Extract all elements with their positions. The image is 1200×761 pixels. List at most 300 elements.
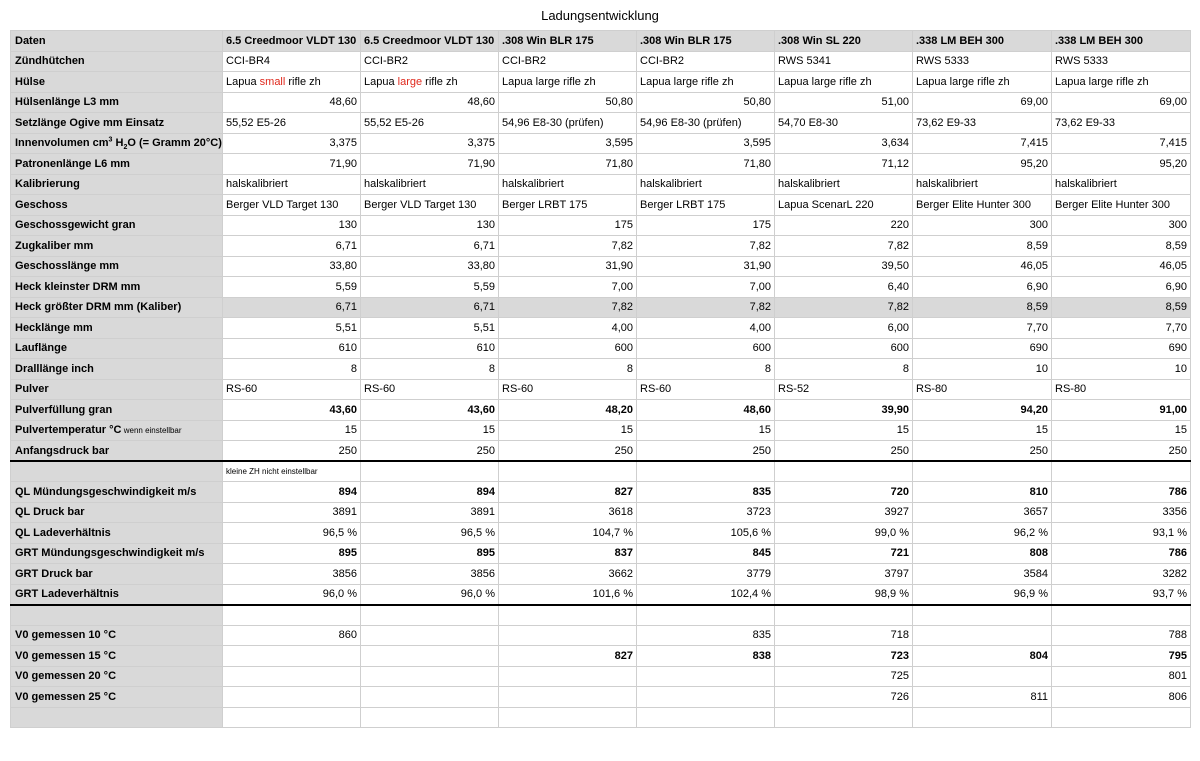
table-cell[interactable]: 48,60 (223, 92, 361, 113)
table-cell[interactable]: 3,375 (361, 133, 499, 154)
row-label[interactable]: GRT Mündungsgeschwindigkeit m/s (11, 543, 223, 564)
table-cell[interactable] (913, 666, 1052, 687)
header-row (11, 31, 1191, 52)
table-cell[interactable]: 69,00 (1052, 92, 1191, 113)
row-label[interactable]: V0 gemessen 10 °C (11, 625, 223, 646)
table-cell[interactable] (223, 646, 361, 667)
row-label[interactable] (11, 461, 223, 482)
row-label[interactable]: Pulvertemperatur °C wenn einstellbar (11, 420, 223, 441)
row-label[interactable]: V0 gemessen 15 °C (11, 646, 223, 667)
table-cell[interactable]: 31,90 (499, 256, 637, 277)
table-cell[interactable]: 5,51 (361, 318, 499, 339)
table-row (11, 72, 1191, 93)
table-cell[interactable]: 96,0 % (361, 584, 499, 605)
row-label[interactable]: QL Mündungsgeschwindigkeit m/s (11, 482, 223, 503)
header-label-cell[interactable]: Daten (11, 31, 223, 52)
table-cell[interactable]: Lapua large rifle zh (499, 72, 637, 93)
table-cell[interactable] (223, 687, 361, 708)
table-cell[interactable]: 102,4 % (637, 584, 775, 605)
table-cell[interactable]: 130 (361, 215, 499, 236)
table-cell[interactable]: 725 (775, 666, 913, 687)
table-cell[interactable]: 720 (775, 482, 913, 503)
table-cell[interactable]: Lapua ScenarL 220 (775, 195, 913, 216)
table-cell[interactable]: RWS 5333 (913, 51, 1052, 72)
row-label[interactable]: Hülsenlänge L3 mm (11, 92, 223, 113)
table-row (11, 297, 1191, 318)
table-cell[interactable]: halskalibriert (361, 174, 499, 195)
table-cell[interactable]: Lapua large rifle zh (637, 72, 775, 93)
table-cell[interactable] (361, 707, 499, 728)
table-cell[interactable]: 43,60 (361, 400, 499, 421)
row-label[interactable]: Patronenlänge L6 mm (11, 154, 223, 175)
table-cell[interactable]: 48,20 (499, 400, 637, 421)
table-cell[interactable]: 4,00 (637, 318, 775, 339)
table-cell[interactable]: 6,90 (913, 277, 1052, 298)
table-cell[interactable]: CCI-BR2 (499, 51, 637, 72)
table-row (11, 277, 1191, 298)
row-label[interactable]: Innenvolumen $cm^3$ $H_2O$ (= Gramm 20°C) (11, 133, 223, 154)
table-cell[interactable] (499, 461, 637, 482)
table-cell[interactable]: 46,05 (1052, 256, 1191, 277)
table-cell[interactable] (1052, 605, 1191, 626)
table-cell[interactable]: 7,82 (637, 236, 775, 257)
table-row (11, 461, 1191, 482)
table-cell[interactable]: 8,59 (1052, 297, 1191, 318)
table-cell[interactable]: 300 (913, 215, 1052, 236)
table-cell[interactable]: 55,52 E5-26 (223, 113, 361, 134)
table-row (11, 318, 1191, 339)
table-cell[interactable] (361, 666, 499, 687)
header-cell[interactable]: .308 Win BLR 175 (637, 31, 775, 52)
table-cell[interactable]: 5,59 (361, 277, 499, 298)
table-cell[interactable]: 7,82 (775, 236, 913, 257)
table-cell[interactable]: 895 (361, 543, 499, 564)
table-cell[interactable]: 15 (361, 420, 499, 441)
table-cell[interactable]: 95,20 (1052, 154, 1191, 175)
table-cell[interactable] (1052, 461, 1191, 482)
table-cell[interactable]: 860 (223, 625, 361, 646)
table-cell[interactable]: Lapua small rifle zh (223, 72, 361, 93)
header-cell[interactable]: .338 LM BEH 300 (1052, 31, 1191, 52)
table-cell[interactable]: 71,90 (223, 154, 361, 175)
table-cell[interactable]: 96,9 % (913, 584, 1052, 605)
table-cell[interactable] (637, 461, 775, 482)
table-row (11, 215, 1191, 236)
row-label[interactable]: Heck kleinster DRM mm (11, 277, 223, 298)
table-cell[interactable]: 3927 (775, 502, 913, 523)
table-cell[interactable]: 71,12 (775, 154, 913, 175)
table-cell[interactable]: kleine ZH nicht einstellbar (223, 461, 361, 482)
table-cell[interactable]: 93,1 % (1052, 523, 1191, 544)
table-cell[interactable]: 175 (637, 215, 775, 236)
table-cell[interactable]: halskalibriert (223, 174, 361, 195)
table-cell[interactable]: 99,0 % (775, 523, 913, 544)
table-cell[interactable]: 51,00 (775, 92, 913, 113)
table-cell[interactable]: 810 (913, 482, 1052, 503)
table-cell[interactable]: 50,80 (499, 92, 637, 113)
table-cell[interactable] (913, 625, 1052, 646)
table-cell[interactable]: 894 (223, 482, 361, 503)
table-cell[interactable]: 827 (499, 646, 637, 667)
table-cell[interactable] (913, 707, 1052, 728)
table-cell[interactable]: 806 (1052, 687, 1191, 708)
table-cell[interactable]: 71,90 (361, 154, 499, 175)
table-cell[interactable]: 96,0 % (223, 584, 361, 605)
table-cell[interactable]: RS-60 (361, 379, 499, 400)
table-cell[interactable]: Berger LRBT 175 (499, 195, 637, 216)
table-cell[interactable]: 54,96 E8-30 (prüfen) (637, 113, 775, 134)
table-cell[interactable]: 6,71 (361, 236, 499, 257)
table-cell[interactable]: 3891 (223, 502, 361, 523)
table-row (11, 420, 1191, 441)
table-cell[interactable]: 7,70 (913, 318, 1052, 339)
header-cell[interactable]: .308 Win SL 220 (775, 31, 913, 52)
table-cell[interactable]: 4,00 (499, 318, 637, 339)
table-cell[interactable]: 5,59 (223, 277, 361, 298)
table-cell[interactable] (223, 707, 361, 728)
table-cell[interactable]: 8,59 (913, 236, 1052, 257)
table-cell[interactable]: 795 (1052, 646, 1191, 667)
row-label[interactable]: Zündhütchen (11, 51, 223, 72)
table-cell[interactable]: 804 (913, 646, 1052, 667)
header-cell[interactable]: 6.5 Creedmoor VLDT 130 (361, 31, 499, 52)
table-cell[interactable]: 7,00 (499, 277, 637, 298)
table-cell[interactable]: 835 (637, 625, 775, 646)
table-cell[interactable]: RWS 5341 (775, 51, 913, 72)
table-cell[interactable]: RS-80 (913, 379, 1052, 400)
table-cell[interactable]: 33,80 (361, 256, 499, 277)
table-cell[interactable]: 786 (1052, 482, 1191, 503)
table-row (11, 502, 1191, 523)
table-cell[interactable] (499, 687, 637, 708)
table-cell[interactable]: halskalibriert (499, 174, 637, 195)
table-cell[interactable] (913, 461, 1052, 482)
table-cell[interactable]: 610 (361, 338, 499, 359)
table-cell[interactable]: 98,9 % (775, 584, 913, 605)
table-cell[interactable]: 786 (1052, 543, 1191, 564)
row-label[interactable]: GRT Druck bar (11, 564, 223, 585)
table-cell[interactable]: 7,415 (1052, 133, 1191, 154)
table-cell[interactable]: 15 (223, 420, 361, 441)
table-cell[interactable]: Berger VLD Target 130 (361, 195, 499, 216)
table-cell[interactable] (1052, 707, 1191, 728)
table-cell[interactable]: 3797 (775, 564, 913, 585)
table-cell[interactable] (223, 666, 361, 687)
table-cell[interactable]: 175 (499, 215, 637, 236)
row-label[interactable]: Geschosslänge mm (11, 256, 223, 277)
header-cell[interactable]: .338 LM BEH 300 (913, 31, 1052, 52)
table-cell[interactable] (637, 605, 775, 626)
table-cell[interactable]: 46,05 (913, 256, 1052, 277)
table-cell[interactable]: 3,595 (637, 133, 775, 154)
table-row (11, 338, 1191, 359)
table-cell[interactable]: CCI-BR2 (637, 51, 775, 72)
table-cell[interactable]: 7,70 (1052, 318, 1191, 339)
table-cell[interactable]: 96,5 % (223, 523, 361, 544)
table-cell[interactable]: 690 (1052, 338, 1191, 359)
row-label[interactable]: Kalibrierung (11, 174, 223, 195)
table-cell[interactable]: 8 (499, 359, 637, 380)
table-cell[interactable]: 3856 (361, 564, 499, 585)
table-cell[interactable]: 7,82 (499, 297, 637, 318)
table-cell[interactable]: 808 (913, 543, 1052, 564)
table-cell[interactable]: 101,6 % (499, 584, 637, 605)
table-cell[interactable] (775, 605, 913, 626)
row-label[interactable]: Lauflänge (11, 338, 223, 359)
table-cell[interactable]: 15 (775, 420, 913, 441)
header-cell[interactable]: 6.5 Creedmoor VLDT 130 (223, 31, 361, 52)
row-label[interactable] (11, 605, 223, 626)
table-cell[interactable]: 838 (637, 646, 775, 667)
table-cell[interactable] (637, 666, 775, 687)
table-cell[interactable]: 3,375 (223, 133, 361, 154)
table-cell[interactable]: 8 (775, 359, 913, 380)
table-cell[interactable]: 3584 (913, 564, 1052, 585)
table-cell[interactable] (223, 605, 361, 626)
table-cell[interactable]: 93,7 % (1052, 584, 1191, 605)
table-cell[interactable]: 39,90 (775, 400, 913, 421)
table-cell[interactable]: halskalibriert (637, 174, 775, 195)
row-label[interactable]: QL Druck bar (11, 502, 223, 523)
row-label[interactable]: GRT Ladeverhältnis (11, 584, 223, 605)
row-label[interactable]: Anfangsdruck bar (11, 441, 223, 462)
table-cell[interactable]: Lapua large rifle zh (913, 72, 1052, 93)
table-cell[interactable]: 33,80 (223, 256, 361, 277)
table-cell[interactable]: 7,82 (637, 297, 775, 318)
table-cell[interactable]: 31,90 (637, 256, 775, 277)
table-cell[interactable]: halskalibriert (775, 174, 913, 195)
table-cell[interactable]: 71,80 (637, 154, 775, 175)
table-cell[interactable]: 3618 (499, 502, 637, 523)
table-cell[interactable]: halskalibriert (913, 174, 1052, 195)
sheet-title: Ladungsentwicklung (541, 8, 659, 23)
table-cell[interactable] (775, 461, 913, 482)
table-cell[interactable]: 7,82 (499, 236, 637, 257)
table-cell[interactable]: 600 (499, 338, 637, 359)
table-cell[interactable]: 827 (499, 482, 637, 503)
table-cell[interactable]: 690 (913, 338, 1052, 359)
table-cell[interactable]: RS-80 (1052, 379, 1191, 400)
table-cell[interactable]: 96,5 % (361, 523, 499, 544)
table-cell[interactable] (361, 605, 499, 626)
table-row (11, 379, 1191, 400)
highlight-word: small (259, 75, 286, 88)
table-row (11, 195, 1191, 216)
table-row (11, 707, 1191, 728)
table-cell[interactable] (361, 687, 499, 708)
row-label[interactable] (11, 707, 223, 728)
table-cell[interactable]: 7,00 (637, 277, 775, 298)
table-row (11, 359, 1191, 380)
table-cell[interactable]: 54,96 E8-30 (prüfen) (499, 113, 637, 134)
table-cell[interactable]: Berger Elite Hunter 300 (913, 195, 1052, 216)
table-cell[interactable]: 3657 (913, 502, 1052, 523)
table-cell[interactable]: 3723 (637, 502, 775, 523)
table-row (11, 400, 1191, 421)
table-cell[interactable]: 788 (1052, 625, 1191, 646)
table-cell[interactable]: 54,70 E8-30 (775, 113, 913, 134)
table-cell[interactable]: 894 (361, 482, 499, 503)
table-cell[interactable]: 726 (775, 687, 913, 708)
table-cell[interactable]: 6,00 (775, 318, 913, 339)
table-cell[interactable]: 6,40 (775, 277, 913, 298)
table-cell[interactable]: Berger LRBT 175 (637, 195, 775, 216)
table-cell[interactable]: Berger VLD Target 130 (223, 195, 361, 216)
table-cell[interactable]: RWS 5333 (1052, 51, 1191, 72)
table-row (11, 133, 1191, 154)
table-cell[interactable]: 6,71 (223, 236, 361, 257)
table-cell[interactable]: 15 (637, 420, 775, 441)
table-cell[interactable]: 55,52 E5-26 (361, 113, 499, 134)
row-label[interactable]: V0 gemessen 25 °C (11, 687, 223, 708)
table-cell[interactable]: 39,50 (775, 256, 913, 277)
table-row (11, 523, 1191, 544)
table-cell[interactable]: 10 (1052, 359, 1191, 380)
row-label[interactable]: Geschoss (11, 195, 223, 216)
row-label[interactable]: Setzlänge Ogive mm Einsatz (11, 113, 223, 134)
table-cell[interactable]: 895 (223, 543, 361, 564)
table-cell[interactable]: 104,7 % (499, 523, 637, 544)
table-cell[interactable]: 250 (913, 441, 1052, 462)
row-label[interactable]: Pulver (11, 379, 223, 400)
table-cell[interactable]: 10 (913, 359, 1052, 380)
table-cell[interactable]: 8 (637, 359, 775, 380)
table-cell[interactable]: 610 (223, 338, 361, 359)
table-cell[interactable]: 105,6 % (637, 523, 775, 544)
table-row (11, 687, 1191, 708)
table-cell[interactable] (637, 687, 775, 708)
header-cell[interactable]: .308 Win BLR 175 (499, 31, 637, 52)
row-label[interactable]: V0 gemessen 20 °C (11, 666, 223, 687)
table-cell[interactable]: 15 (1052, 420, 1191, 441)
table-cell[interactable]: 94,20 (913, 400, 1052, 421)
table-row (11, 154, 1191, 175)
row-label[interactable]: Hecklänge mm (11, 318, 223, 339)
table-cell[interactable]: halskalibriert (1052, 174, 1191, 195)
table-cell[interactable] (499, 707, 637, 728)
table-cell[interactable] (499, 605, 637, 626)
table-cell[interactable]: 3,634 (775, 133, 913, 154)
table-cell[interactable]: 5,51 (223, 318, 361, 339)
table-row (11, 666, 1191, 687)
table-cell[interactable]: 3891 (361, 502, 499, 523)
table-cell[interactable]: CCI-BR4 (223, 51, 361, 72)
table-cell[interactable]: 250 (775, 441, 913, 462)
table-cell[interactable]: 71,80 (499, 154, 637, 175)
table-cell[interactable]: 95,20 (913, 154, 1052, 175)
table-cell[interactable]: 6,71 (223, 297, 361, 318)
table-cell[interactable]: 73,62 E9-33 (913, 113, 1052, 134)
table-cell[interactable] (637, 707, 775, 728)
table-cell[interactable]: RS-60 (223, 379, 361, 400)
row-label[interactable]: Dralllänge inch (11, 359, 223, 380)
table-cell[interactable]: RS-60 (637, 379, 775, 400)
table-cell[interactable]: 130 (223, 215, 361, 236)
table-cell[interactable]: 3,595 (499, 133, 637, 154)
table-cell[interactable]: 3856 (223, 564, 361, 585)
table-cell[interactable]: 73,62 E9-33 (1052, 113, 1191, 134)
table-cell[interactable]: 43,60 (223, 400, 361, 421)
table-cell[interactable]: 250 (499, 441, 637, 462)
table-cell[interactable]: Berger Elite Hunter 300 (1052, 195, 1191, 216)
row-label[interactable]: Geschossgewicht gran (11, 215, 223, 236)
table-cell[interactable] (361, 461, 499, 482)
table-cell[interactable]: 837 (499, 543, 637, 564)
table-cell[interactable]: 8 (223, 359, 361, 380)
table-cell[interactable]: Lapua large rifle zh (1052, 72, 1191, 93)
table-cell[interactable]: 811 (913, 687, 1052, 708)
table-cell[interactable]: Lapua large rifle zh (775, 72, 913, 93)
table-cell[interactable]: 721 (775, 543, 913, 564)
table-cell[interactable]: 3779 (637, 564, 775, 585)
table-cell[interactable]: 723 (775, 646, 913, 667)
table-cell[interactable]: RS-52 (775, 379, 913, 400)
table-cell[interactable]: 250 (223, 441, 361, 462)
table-cell[interactable]: 8,59 (1052, 236, 1191, 257)
table-cell[interactable]: 3282 (1052, 564, 1191, 585)
table-row (11, 174, 1191, 195)
table-cell[interactable]: 8 (361, 359, 499, 380)
table-cell[interactable]: 8,59 (913, 297, 1052, 318)
table-cell[interactable]: 48,60 (637, 400, 775, 421)
table-cell[interactable]: 250 (361, 441, 499, 462)
table-cell[interactable]: 3356 (1052, 502, 1191, 523)
table-cell[interactable]: Lapua large rifle zh (361, 72, 499, 93)
table-cell[interactable]: 48,60 (361, 92, 499, 113)
table-cell[interactable]: 801 (1052, 666, 1191, 687)
table-cell[interactable]: 7,82 (775, 297, 913, 318)
table-row (11, 51, 1191, 72)
table-cell[interactable]: 96,2 % (913, 523, 1052, 544)
table-cell[interactable] (499, 666, 637, 687)
table-cell[interactable]: 3662 (499, 564, 637, 585)
table-cell[interactable]: 300 (1052, 215, 1191, 236)
table-cell[interactable] (499, 625, 637, 646)
table-cell[interactable]: 6,90 (1052, 277, 1191, 298)
table-row (11, 441, 1191, 462)
table-cell[interactable]: 250 (637, 441, 775, 462)
table-cell[interactable]: CCI-BR2 (361, 51, 499, 72)
row-label[interactable]: Hülse (11, 72, 223, 93)
table-cell[interactable] (913, 605, 1052, 626)
table-cell[interactable]: RS-60 (499, 379, 637, 400)
table-cell[interactable]: 718 (775, 625, 913, 646)
row-label[interactable]: Pulverfüllung gran (11, 400, 223, 421)
table-cell[interactable]: 845 (637, 543, 775, 564)
table-cell[interactable]: 220 (775, 215, 913, 236)
table-cell[interactable]: 15 (499, 420, 637, 441)
table-cell[interactable] (361, 625, 499, 646)
table-cell[interactable]: 15 (913, 420, 1052, 441)
table-cell[interactable]: 50,80 (637, 92, 775, 113)
table-cell[interactable] (361, 646, 499, 667)
table-row (11, 236, 1191, 257)
row-label[interactable]: Heck größter DRM mm (Kaliber) (11, 297, 223, 318)
table-row (11, 646, 1191, 667)
table-cell[interactable]: 69,00 (913, 92, 1052, 113)
table-cell[interactable]: 835 (637, 482, 775, 503)
table-cell[interactable]: 600 (637, 338, 775, 359)
table-cell[interactable] (775, 707, 913, 728)
table-cell[interactable]: 600 (775, 338, 913, 359)
table-row (11, 625, 1191, 646)
table-cell[interactable]: 250 (1052, 441, 1191, 462)
row-label[interactable]: QL Ladeverhältnis (11, 523, 223, 544)
table-cell[interactable]: 6,71 (361, 297, 499, 318)
table-cell[interactable]: 91,00 (1052, 400, 1191, 421)
table-cell[interactable]: 7,415 (913, 133, 1052, 154)
row-label[interactable]: Zugkaliber mm (11, 236, 223, 257)
